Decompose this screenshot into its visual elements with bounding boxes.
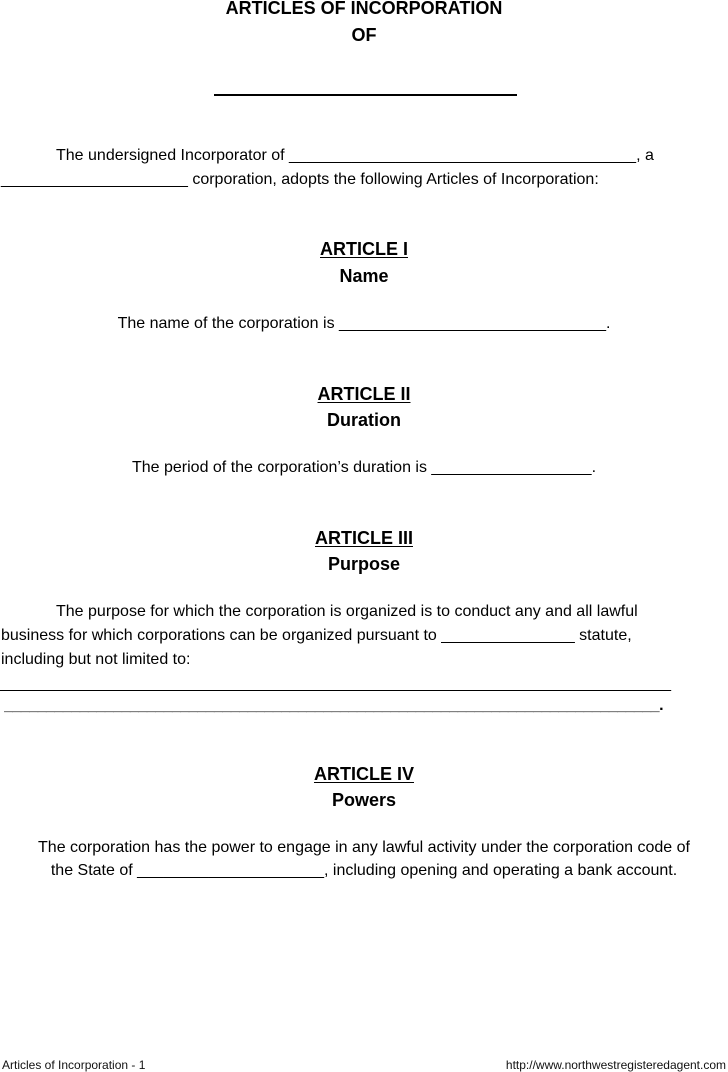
article-3-blank-line-1: ______________________________________________________________________________	[0, 675, 671, 692]
article-3-number: ARTICLE III	[315, 528, 413, 548]
footer-url-link[interactable]: http://www.northwestregisteredagent.com	[505, 1058, 726, 1072]
article-3-text-line-1: The purpose for which the corporation is organized is to conduct any and all lawful	[56, 603, 638, 620]
article-3-heading: Purpose	[327, 554, 401, 574]
intro-line-1: The undersigned Incorporator of _______________________________________, a	[56, 147, 654, 164]
article-3-blank-line-2: ______________________________________________________________________________.	[4, 697, 664, 714]
article-4-text-line-1: The corporation has the power to engage in any lawful activity under the corporation code of	[38, 839, 690, 856]
article-4-number: ARTICLE IV	[313, 764, 414, 784]
article-4-heading: Powers	[331, 790, 397, 810]
article-1-text: The name of the corporation is ______________________________.	[117, 315, 611, 332]
corporation-name-blank	[214, 94, 517, 96]
article-2-text: The period of the corporation’s duration is __________________.	[131, 459, 597, 476]
article-1-heading: Name	[339, 266, 389, 286]
footer-page-label: Articles of Incorporation - 1	[2, 1058, 146, 1072]
article-1-number: ARTICLE I	[320, 239, 408, 259]
article-4-text-line-2: the State of _____________________, including opening and operating a bank account.	[50, 862, 678, 879]
document-title: ARTICLES OF INCORPORATION	[225, 0, 503, 18]
article-3-text-line-3: including but not limited to:	[1, 651, 191, 668]
intro-line-2: _____________________ corporation, adopts the following Articles of Incorporation:	[1, 171, 599, 188]
article-2-number: ARTICLE II	[317, 384, 411, 404]
article-2-heading: Duration	[327, 410, 401, 430]
article-3-text-line-2: business for which corporations can be organized pursuant to _______________ statute,	[1, 627, 632, 644]
document-title-of: OF	[351, 25, 377, 45]
